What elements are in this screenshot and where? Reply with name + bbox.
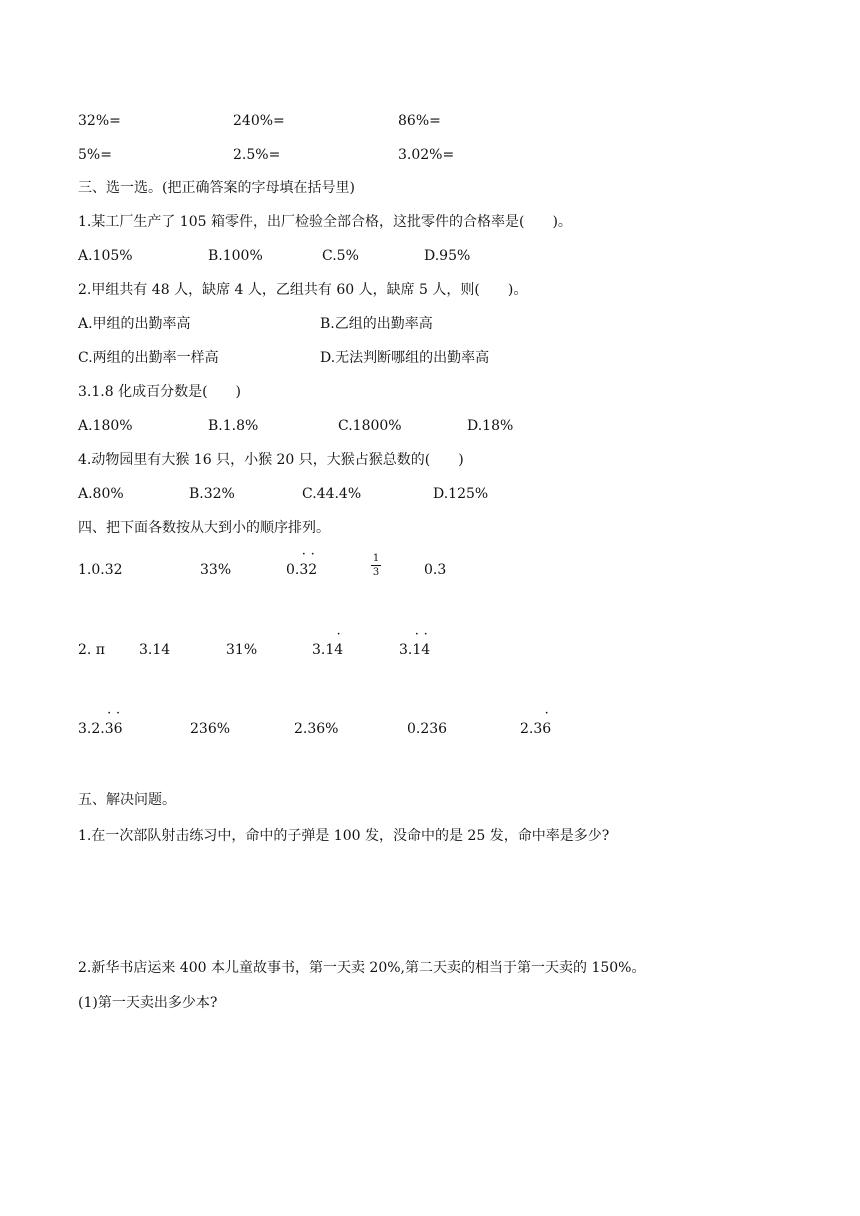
conversion-item: 32%= (78, 113, 121, 129)
section-heading: 五、解决问题。 (78, 792, 176, 808)
option: D.95% (424, 248, 471, 264)
repeat-digit: · 6 (114, 719, 123, 739)
number-item: 1.0.32 (78, 562, 123, 578)
number-item: 0.3 (424, 562, 447, 578)
option: B.32% (189, 486, 235, 502)
problem-text: 1.在一次部队射击练习中，命中的子弹是 100 发，没命中的是 25 发，命中率是多少? (78, 828, 610, 844)
conversion-item: 5%= (78, 147, 112, 163)
option: A.105% (78, 248, 133, 264)
repeating-decimal: 3.· 1· 4 (399, 640, 430, 660)
section-heading: 四、把下面各数按从大到小的顺序排列。 (78, 520, 330, 536)
question-text: 2.甲组共有 48 人，缺席 4 人，乙组共有 60 人，缺席 5 人，则( )。 (78, 282, 528, 298)
conversion-item: 2.5%= (233, 147, 281, 163)
problem-subquestion: (1)第一天卖出多少本? (78, 995, 218, 1011)
question-text: 4.动物园里有大猴 16 只，小猴 20 只，大猴占猴总数的( ) (78, 452, 464, 468)
repeating-decimal: 3.2.· 3· 6 (78, 719, 123, 739)
option: B.1.8% (208, 418, 259, 434)
option: B.乙组的出勤率高 (320, 316, 433, 332)
section-heading: 三、选一选。(把正确答案的字母填在括号里) (78, 180, 355, 196)
option: C.两组的出勤率一样高 (78, 350, 219, 366)
option: C.1800% (338, 418, 402, 434)
repeat-digit: · 4 (421, 640, 430, 660)
option: A.甲组的出勤率高 (78, 316, 191, 332)
repeat-digit: · 3 (299, 560, 308, 580)
repeat-digit: · 2 (308, 560, 317, 580)
number-item: 0.236 (407, 721, 448, 737)
option: A.180% (78, 418, 133, 434)
option: C.44.4% (302, 486, 362, 502)
option: D.18% (467, 418, 514, 434)
conversion-item: 240%= (233, 113, 285, 129)
repeat-digit: · 3 (105, 719, 114, 739)
repeat-digit: · 4 (334, 640, 343, 660)
repeat-digit: · 6 (542, 719, 551, 739)
number-item: 2.36% (294, 721, 339, 737)
option: C.5% (322, 248, 359, 264)
number-item: 33% (200, 562, 232, 578)
number-item: 31% (226, 642, 258, 658)
fraction: 1 3 (372, 553, 380, 578)
number-item: 2. π (78, 642, 106, 658)
option: B.100% (208, 248, 263, 264)
conversion-item: 3.02%= (398, 147, 455, 163)
question-text: 1.某工厂生产了 105 箱零件，出厂检验全部合格，这批零件的合格率是( )。 (78, 214, 572, 230)
repeating-decimal: 2.3· 6 (520, 719, 551, 739)
option: A.80% (78, 486, 124, 502)
option: D.无法判断哪组的出勤率高 (320, 350, 490, 366)
repeating-decimal: 3.1· 4 (312, 640, 343, 660)
repeating-decimal: 0.· 3· 2 (286, 560, 317, 580)
number-item: 3.14 (139, 642, 171, 658)
option: D.125% (433, 486, 489, 502)
repeat-digit: · 1 (412, 640, 421, 660)
conversion-item: 86%= (398, 113, 441, 129)
number-item: 236% (190, 721, 231, 737)
problem-text: 2.新华书店运来 400 本儿童故事书，第一天卖 20%,第二天卖的相当于第一天卖的 150%。 (78, 960, 646, 976)
question-text: 3.1.8 化成百分数是( ) (78, 384, 241, 400)
